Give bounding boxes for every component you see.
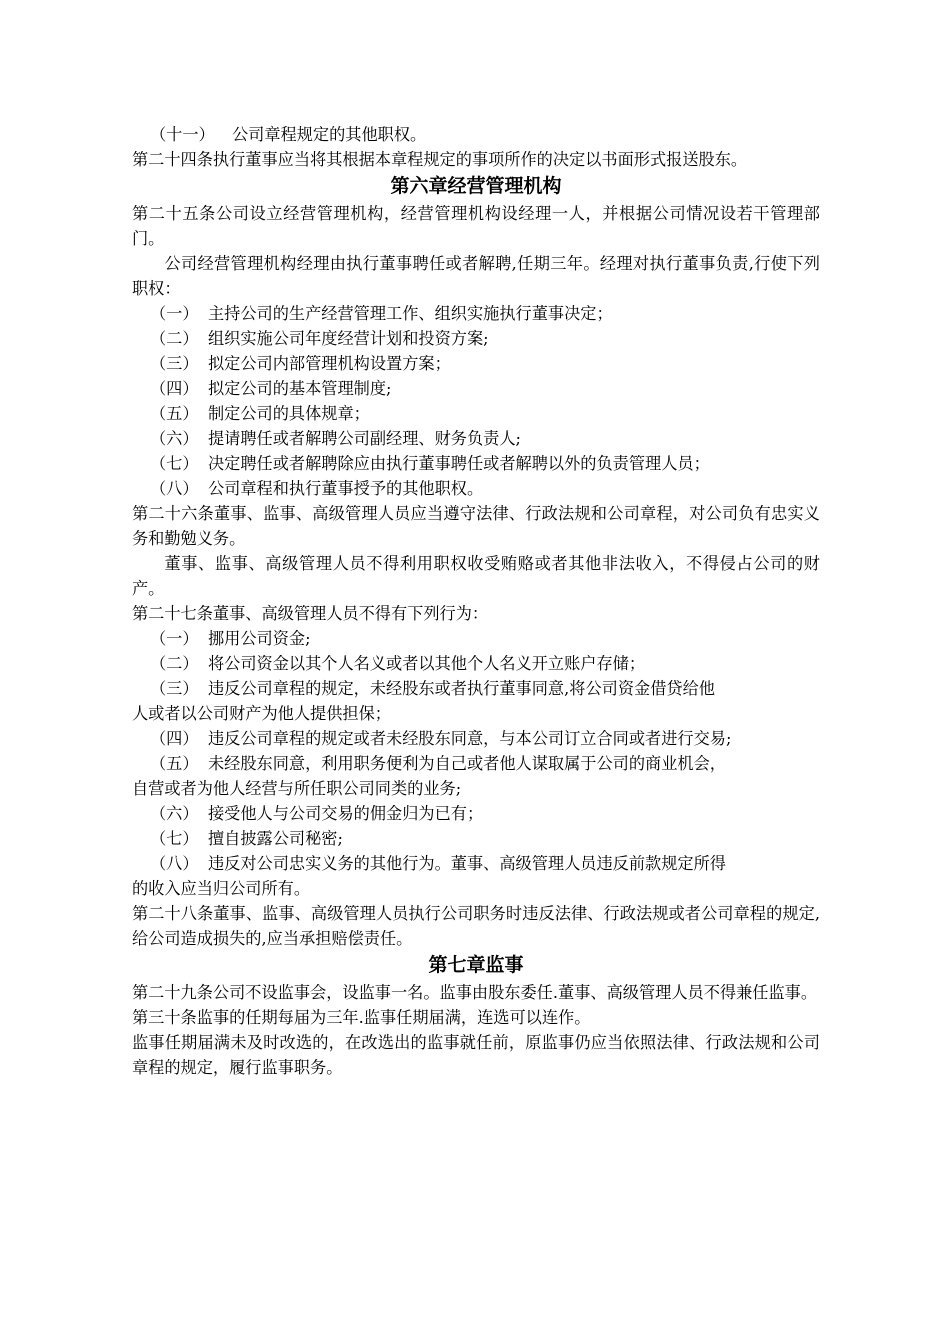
list-number: （五）: [150, 754, 199, 773]
list-text: 决定聘任或者解聘除应由执行董事聘任或者解聘以外的负责管理人员；: [208, 454, 710, 473]
list-text: 接受他人与公司交易的佣金归为已有；: [208, 804, 484, 823]
manager-duties-list: [132, 301, 820, 501]
list-text: 违反公司章程的规定或者未经股东同意，与本公司订立合同或者进行交易;: [208, 729, 732, 748]
list-number: （五）: [150, 404, 199, 423]
article-27: 第二十七条董事、高级管理人员不得有下列行为：: [132, 604, 489, 623]
article-26: 第二十六条董事、监事、高级管理人员应当遵守法律、行政法规和公司章程，对公司负有忠实义务和勤勉义务。: [132, 504, 820, 548]
list-number: （一）: [150, 304, 199, 323]
list-item: [132, 801, 820, 826]
list-item: [132, 851, 820, 876]
list-text: 违反对公司忠实义务的其他行为。董事、高级管理人员违反前款规定所得: [208, 854, 726, 873]
list-number: （二）: [150, 329, 199, 348]
list-item: [132, 351, 820, 376]
list-item: [132, 726, 820, 751]
article-30-para-2: 监事任期届满未及时改选的，在改选出的监事就任前，原监事仍应当依照法律、行政法规和公司章程的规定，履行监事职务。: [132, 1033, 820, 1077]
list-continuation: 的收入应当归公司所有。: [132, 879, 311, 898]
list-item: [132, 122, 820, 147]
list-number: （四）: [150, 379, 199, 398]
article-25: 第二十五条公司设立经营管理机构，经营管理机构设经理一人，并根据公司情况设若干管理部门。: [132, 204, 820, 248]
list-text: 公司章程和执行董事授予的其他职权。: [208, 479, 484, 498]
list-number: （六）: [150, 429, 199, 448]
list-text: 拟定公司的基本管理制度;: [208, 379, 392, 398]
list-item: [132, 751, 820, 776]
article-28: 第二十八条董事、监事、高级管理人员执行公司职务时违反法律、行政法规或者公司章程的规定,给公司造成损失的,应当承担赔偿责任。: [132, 904, 820, 948]
chapter-6-heading: 第六章经营管理机构: [390, 175, 562, 197]
list-text: 主持公司的生产经营管理工作、组织实施执行董事决定；: [208, 304, 613, 323]
list-item: [132, 426, 820, 451]
list-item: [132, 676, 820, 701]
list-continuation: 人或者以公司财产为他人提供担保；: [132, 704, 391, 723]
list-number: （四）: [150, 729, 199, 748]
prohibited-acts-list: [132, 626, 820, 901]
list-text: 制定公司的具体规章；: [208, 404, 370, 423]
list-continuation: 自营或者为他人经营与所任职公司同类的业务;: [132, 779, 462, 798]
list-text: 擅自披露公司秘密;: [208, 829, 343, 848]
list-text: 将公司资金以其个人名义或者以其他个人名义开立账户存储；: [208, 654, 646, 673]
list-number: （二）: [150, 654, 199, 673]
list-number: （八）: [150, 479, 199, 498]
chapter-7-heading: 第七章监事: [428, 954, 524, 976]
list-text: 拟定公司内部管理机构设置方案；: [208, 354, 451, 373]
list-number: （三）: [150, 354, 199, 373]
list-item: [132, 476, 820, 501]
list-item: [132, 451, 820, 476]
list-text: 组织实施公司年度经营计划和投资方案;: [208, 329, 489, 348]
list-text: 提请聘任或者解聘公司副经理、财务负责人;: [208, 429, 522, 448]
list-item: [132, 626, 820, 651]
list-number: （七）: [150, 829, 199, 848]
list-number: （一）: [150, 629, 199, 648]
list-number: （八）: [150, 854, 199, 873]
list-text: 挪用公司资金;: [208, 629, 311, 648]
list-number: （十一）: [150, 125, 215, 144]
list-item: [132, 401, 820, 426]
list-item: [132, 651, 820, 676]
list-item: [132, 301, 820, 326]
list-number: （三）: [150, 679, 199, 698]
list-text: 未经股东同意，利用职务便利为自己或者他人谋取属于公司的商业机会，: [208, 754, 726, 773]
list-text: 公司章程规定的其他职权。: [232, 125, 427, 144]
article-24: 第二十四条执行董事应当将其根据本章程规定的事项所作的决定以书面形式报送股东。: [132, 150, 748, 169]
list-item: [132, 326, 820, 351]
article-30: 第三十条监事的任期每届为三年.监事任期届满，连选可以连作。: [132, 1008, 591, 1027]
list-number: （六）: [150, 804, 199, 823]
document-page: [132, 122, 820, 1080]
list-item: [132, 826, 820, 851]
list-item: [132, 376, 820, 401]
list-text: 违反公司章程的规定，未经股东或者执行董事同意,将公司资金借贷给他: [208, 679, 715, 698]
list-number: （七）: [150, 454, 199, 473]
article-29: 第二十九条公司不设监事会，设监事一名。监事由股东委任.董事、高级管理人员不得兼任监事。: [132, 983, 818, 1002]
manager-duties-intro: 公司经营管理机构经理由执行董事聘任或者解聘,任期三年。经理对执行董事负责,行使下列职权：: [132, 254, 820, 298]
article-26-para-2: 董事、监事、高级管理人员不得利用职权收受贿赂或者其他非法收入，不得侵占公司的财产。: [132, 554, 820, 598]
